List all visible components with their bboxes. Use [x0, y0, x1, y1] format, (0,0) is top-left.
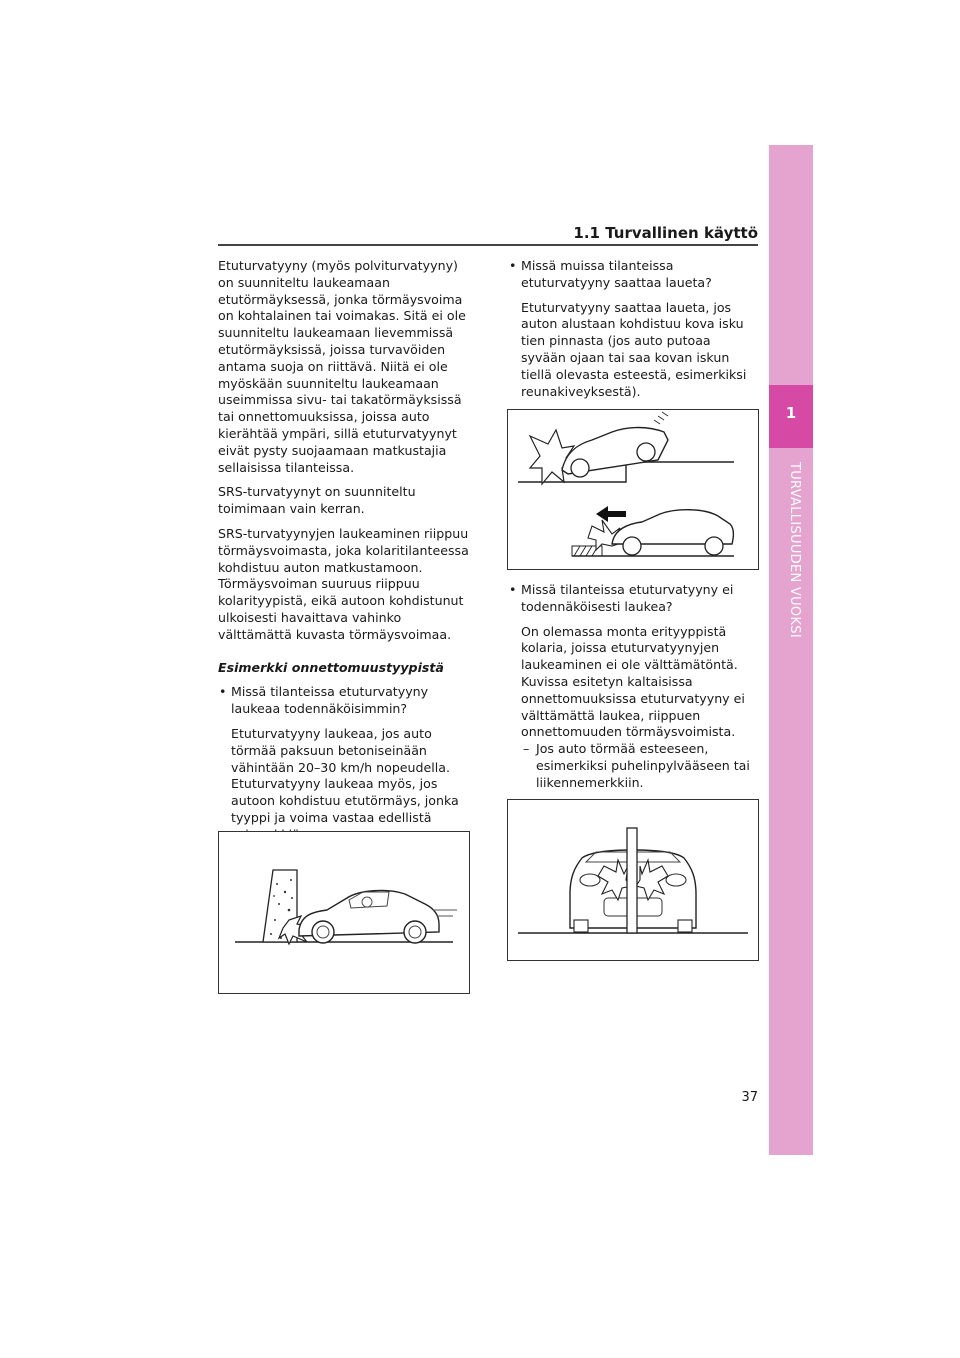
page-number: 37	[741, 1090, 758, 1105]
bullet-likely-deploy	[218, 684, 476, 718]
paragraph-airbag-design: Etuturvatyyny (myös polviturvatyyny) on suunniteltu laukeamaan etutörmäyksessä, jonka törmäysvoima on kohtalainen tai voimakas. Sitä ei ole suunniteltu laukeamaan lievemmissä etutörmäyksissä, joissa turvavöiden antama suoja on riittävä. Niitä ei ole myöskään suunniteltu laukeamaan useimmissa sivu- tai takatörmäyksissä tai onnettomuuksissa, joissa auto kierähtää ympäri, sillä etuturvatyynyt eivät pysty suojaamaan matkustajia sellaisissa tilanteissa.	[218, 258, 466, 475]
right-column-lower	[508, 582, 758, 800]
bullet-marker: •	[509, 258, 517, 273]
chapter-number: 1	[785, 404, 797, 422]
bullet-other-deploy	[508, 258, 758, 292]
bullet-question: Missä muissa tilanteissa etuturvatyyny saattaa laueta?	[521, 258, 712, 290]
illustration-pole-collision	[507, 799, 759, 961]
bullet-answer: On olemassa monta erityyppistä kolaria, joissa etuturvatyynyjen laukeaminen ei ole välttämätöntä. Kuvissa esitetyn kaltaisissa onnettomuuksissa etuturvatyyny ei välttämättä laukea, riippuen onnettomuuden törmäysvoimista.	[521, 623, 745, 740]
bullet-answer: Etuturvatyyny saattaa laueta, jos auton alustaan kohdistuu kova isku tien pinnasta (jos auto putoaa syvään ojaan tai saa kovan iskun tiellä olevasta esteestä, esimerkiksi reunakiveyksestä).	[521, 299, 747, 399]
bullet-unlikely-deploy	[508, 582, 758, 616]
right-column	[508, 258, 758, 408]
dash-marker: –	[523, 741, 530, 757]
dash-item-pole	[508, 741, 758, 791]
illustration-underbody-impact	[507, 409, 759, 570]
section-title: 1.1 Turvallinen käyttö	[573, 224, 758, 242]
header-divider	[218, 244, 758, 246]
dash-text: Jos auto törmää esteeseen, esimerkiksi puhelinpylvääseen tai liikennemerkkiin.	[536, 741, 750, 790]
left-column	[218, 258, 476, 852]
chapter-label: TURVALLISUUDEN VUOKSI	[787, 462, 802, 638]
paragraph-single-use: SRS-turvatyynyt on suunniteltu toimimaan vain kerran.	[218, 484, 416, 517]
paragraph-deployment-force: SRS-turvatyynyjen laukeaminen riippuu törmäysvoimasta, joka kolaritilanteessa kohdistuu auton matkustamoon. Törmäysvoiman suuruus riippuu kolarityypistä, eikä autoon kohdistunut ulkoisesti havaittava vahinko välttämättä kuvasta törmäysvoimaa.	[218, 525, 469, 642]
bullet-marker: •	[219, 684, 227, 700]
bullet-question: Missä tilanteissa etuturvatyyny laukeaa todennäköisimmin?	[231, 684, 429, 717]
illustration-wall-collision	[218, 831, 470, 994]
bullet-marker: •	[509, 582, 517, 597]
chapter-side-tab	[769, 145, 813, 1155]
bullet-answer: Etuturvatyyny laukeaa, jos auto törmää paksuun betoniseinään vähintään 20–30 km/h nopeudella. Etuturvatyyny laukeaa myös, jos autoon kohdistuu etutörmäys, jonka tyyppi ja voima vastaa edellistä	[231, 725, 459, 825]
bullet-question: Missä tilanteissa etuturvatyyny ei todennäköisesti laukea?	[521, 582, 734, 614]
subheading-accident-example: Esimerkki onnettomuustyypistä	[218, 659, 444, 675]
